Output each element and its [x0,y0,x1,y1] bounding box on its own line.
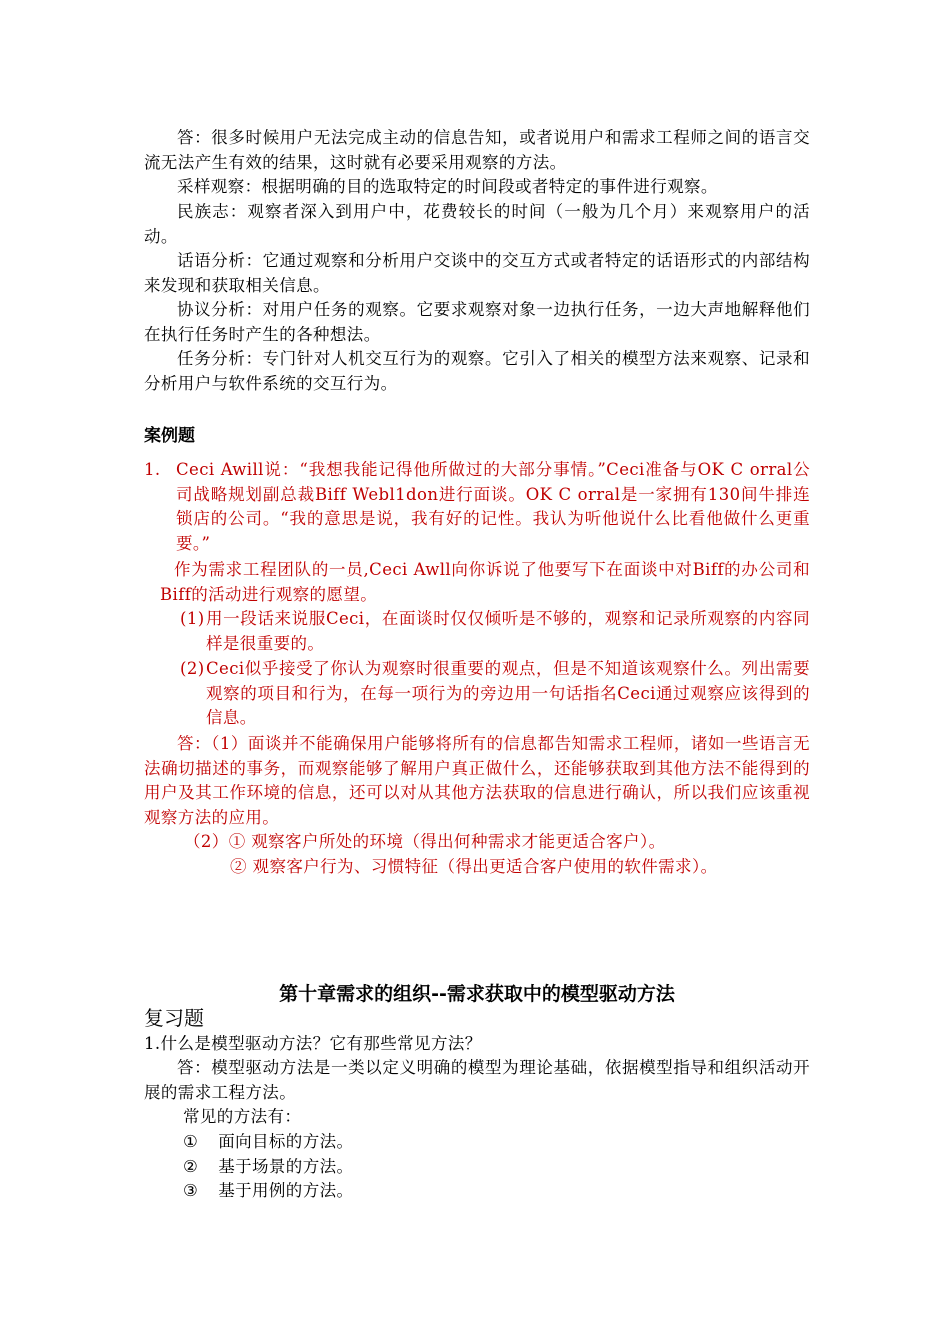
list-text: 基于场景的方法。 [218,1156,354,1176]
list-marker: ③ [183,1181,199,1200]
case-question-1 [144,458,810,556]
case-heading: 案例题 [144,426,195,446]
case-subquestion-1 [180,607,810,656]
case-question-number: 1. [144,460,161,479]
list-text: 基于用例的方法。 [218,1181,354,1200]
observation-answer: 答：很多时候用户无法完成主动的信息告知，或者说用户和需求工程师之间的语言交流无法产生有效的结果，这时就有必要采用观察的方法。 [144,128,810,172]
protocol-analysis: 协议分析：对用户任务的观察。它要求观察对象一边执行任务，一边大声地解释他们在执行任务时产生的各种想法。 [144,300,810,344]
task-analysis: 任务分析：专门针对人机交互行为的观察。它引入了相关的模型方法来观察、记录和分析用户与软件系统的交互行为。 [144,349,810,393]
methods-list [183,1130,743,1204]
chapter-title: 第十章需求的组织--需求获取中的模型驱动方法 [279,983,675,1005]
review-answer-1: 答：模型驱动方法是一类以定义明确的模型为理论基础，依据模型指导和组织活动开展的需求工程方法。 [144,1058,810,1102]
case-context: 作为需求工程团队的一员,Ceci Awll向你诉说了他要写下在面谈中对Biff的办公司和Biff的活动进行观察的愿望。 [160,560,810,604]
list-item [183,1155,743,1180]
sampling-observation: 采样观察：根据明确的目的选取特定的时间段或者特定的事件进行观察。 [177,177,718,196]
case-question-text: Ceci Awill说：“我想我能记得他所做过的大部分事情。”Ceci准备与OK C orral公司战略规划副总裁Biff Webl1don进行面谈。OK C orral是一家拥有130间牛排连锁店的公司。“我的意思是说，我有好的记性。我认为听他说什么比看他做什么更重要。” [176,460,810,553]
list-item [183,1179,743,1204]
case-answer-2-line-1: （2）① 观察客户所处的环境（得出何种需求才能更适合客户）。 [184,832,666,851]
subquestion-2-text: Ceci似乎接受了你认为观察时很重要的观点，但是不知道该观察什么。列出需要观察的项目和行为，在每一项行为的旁边用一句话指名Ceci通过观察应该得到的信息。 [206,659,810,727]
list-marker: ① [183,1132,199,1151]
discourse-analysis: 话语分析：它通过观察和分析用户交谈中的交互方式或者特定的话语形式的内部结构来发现和获取相关信息。 [144,251,810,295]
case-subquestion-2 [180,657,810,731]
subquestion-1-text: 用一段话来说服Ceci，在面谈时仅仅倾听是不够的，观察和记录所观察的内容同样是很重要的。 [206,609,810,653]
list-marker: ② [183,1156,199,1176]
subquestion-1-number: (1) [180,609,205,628]
review-question-1: 1.什么是模型驱动方法？它有那些常见方法？ [144,1034,482,1053]
common-methods-intro: 常见的方法有： [183,1107,302,1126]
ethnography: 民族志：观察者深入到用户中，花费较长的时间（一般为几个月）来观察用户的活动。 [144,202,810,246]
review-heading: 复习题 [144,1006,204,1030]
case-answer-1: 答：（1）面谈并不能确保用户能够将所有的信息都告知需求工程师，诸如一些语言无法确切描述的事务，而观察能够了解用户真正做什么，还能够获取到其他方法不能得到的用户及其工作环境的信息，还可以对从其他方法获取的信息进行确认，所以我们应该重视观察方法的应用。 [144,734,810,827]
list-text: 面向目标的方法。 [218,1132,354,1151]
subquestion-2-number: (2) [180,659,205,678]
list-item [183,1130,743,1155]
case-answer-2-line-2: ② 观察客户行为、习惯特征（得出更适合客户使用的软件需求）。 [230,857,718,876]
